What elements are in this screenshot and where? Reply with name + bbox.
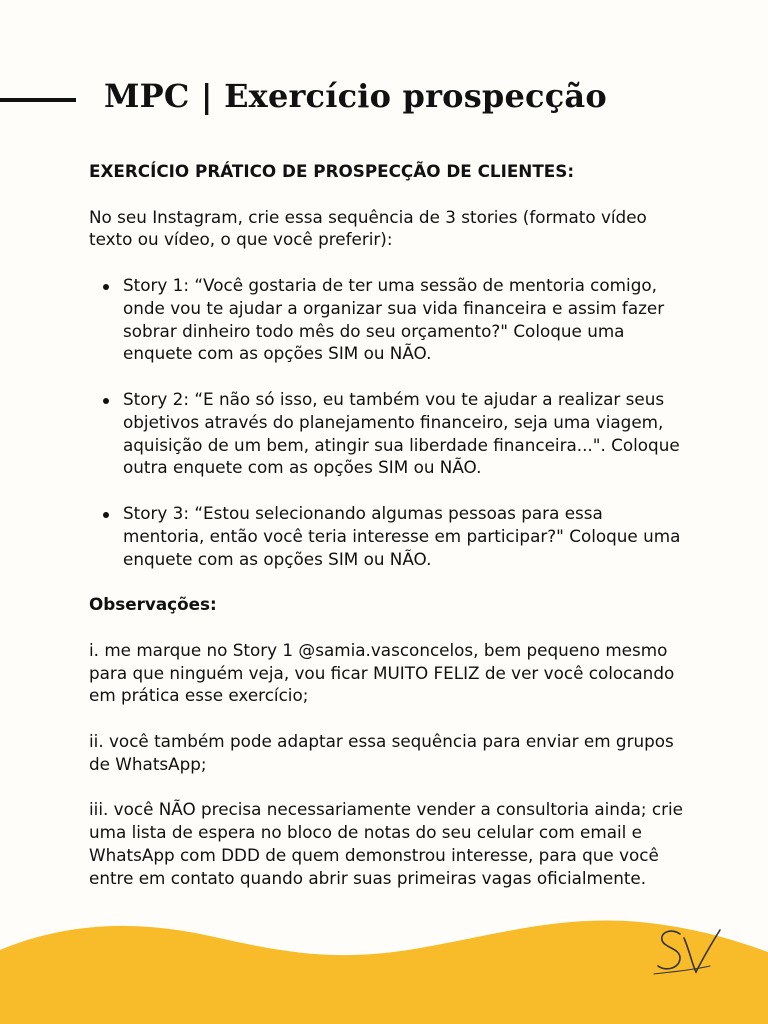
- signature-logo: [650, 922, 730, 982]
- intro-paragraph: No seu Instagram, crie essa sequência de 3 stories (formato vídeo texto ou vídeo, o que você preferir):: [89, 206, 647, 250]
- list-item: [89, 502, 689, 570]
- page-title: MPC | Exercício prospecção: [104, 77, 607, 115]
- title-rule: [0, 98, 76, 102]
- bullet-icon: [103, 284, 109, 290]
- story-text: Story 3: “Estou selecionando algumas pessoas para essa mentoria, então você teria interesse em participar?" Coloque uma enquete com as opções SIM ou NÃO.: [123, 502, 681, 569]
- section-heading: EXERCÍCIO PRÁTICO DE PROSPECÇÃO DE CLIENTES:: [89, 161, 575, 181]
- stories-list: [89, 274, 689, 570]
- story-text: Story 2: “E não só isso, eu também vou te ajudar a realizar seus objetivos através do planejamento financeiro, seja uma viagem, aquisição de um bem, atingir sua liberdade financeira...". Coloque outra enquete com as opções SIM ou NÃO.: [123, 388, 680, 478]
- observation-item: ii. você também pode adaptar essa sequência para enviar em grupos de WhatsApp;: [89, 730, 674, 774]
- observations-heading: Observações:: [89, 594, 217, 615]
- observation-item: iii. você NÃO precisa necessariamente vender a consultoria ainda; crie uma lista de espera no bloco de notas do seu celular com email e WhatsApp com DDD de quem demonstrou interesse, para que você entre em contato quando abrir suas primeiras vagas oficialmente.: [89, 799, 683, 888]
- bullet-icon: [103, 512, 109, 518]
- bullet-icon: [103, 398, 109, 404]
- list-item: [89, 388, 689, 479]
- story-text: Story 1: “Você gostaria de ter uma sessão de mentoria comigo, onde vou te ajudar a organizar sua vida financeira e assim fazer sobrar dinheiro todo mês do seu orçamento?" Coloque uma enquete com as opções SIM ou NÃO.: [123, 274, 665, 364]
- document-body: [89, 160, 689, 912]
- list-item: [89, 274, 689, 365]
- observation-item: i. me marque no Story 1 @samia.vasconcelos, bem pequeno mesmo para que ninguém veja, vou ficar MUITO FELIZ de ver você colocando em prática esse exercício;: [89, 639, 675, 706]
